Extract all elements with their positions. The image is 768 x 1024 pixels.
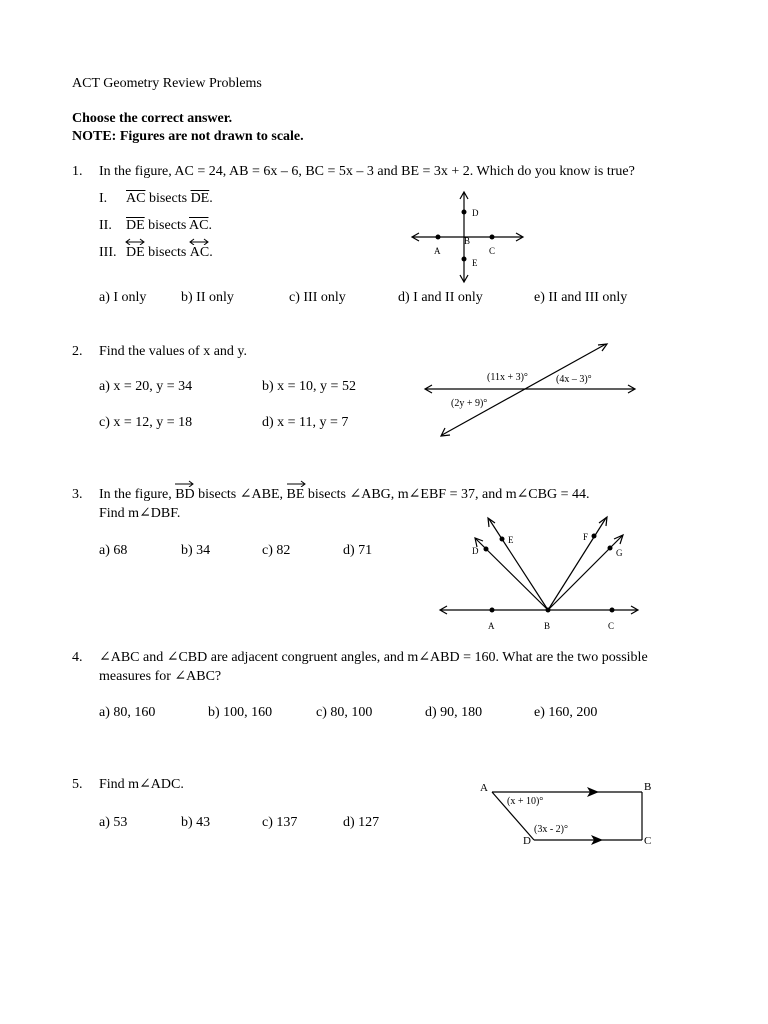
problem-3-text-pre: In the figure, <box>99 487 176 502</box>
problem-4-number: 4. <box>72 650 83 665</box>
statement-2-roman: II. <box>99 218 112 233</box>
problem-2-number: 2. <box>72 344 83 359</box>
statement-2-mid: bisects <box>144 218 190 233</box>
problem-2-answer-b[interactable]: b) x = 10, y = 52 <box>262 379 356 394</box>
ray-be-line <box>489 519 548 610</box>
problem-1-answer-a[interactable]: a) I only <box>99 290 147 305</box>
problem-2-answer-c[interactable]: c) x = 12, y = 18 <box>99 415 193 430</box>
statement-1-end: . <box>209 191 213 206</box>
label-g: G <box>616 548 623 558</box>
label-c: C <box>608 621 615 631</box>
point-a <box>490 608 495 613</box>
problem-3-answer-d[interactable]: d) 71 <box>343 543 373 558</box>
problem-1-answer-d[interactable]: d) I and II only <box>398 290 483 305</box>
label-b: B <box>544 621 551 631</box>
label-d: D <box>472 546 479 556</box>
segment-de: $\overline{DE}$ <box>190 191 210 206</box>
point-f <box>592 534 597 539</box>
segment-ac: $\overline{AC}$ <box>189 218 209 233</box>
point-d <box>462 210 467 215</box>
problem-4-text: ∠ABC and ∠CBD are adjacent congruent angles, and m∠ABD = 160. What are the two possible <box>99 650 648 665</box>
point-a <box>436 235 441 240</box>
label-d: D <box>472 208 479 218</box>
statement-3 <box>99 245 213 261</box>
problem-1-text: In the figure, AC = 24, AB = 6x – 6, BC = 5x – 3 and BE = 3x + 2. Which do you know is true? <box>99 164 635 179</box>
instructions-line-2: NOTE: Figures are not drawn to scale. <box>72 129 304 144</box>
line-arrow-icon <box>189 237 209 245</box>
problem-3-text-mid1: bisects ∠ABE, <box>194 487 287 502</box>
statement-2 <box>99 218 212 234</box>
statement-1-roman: I. <box>99 191 108 206</box>
ray-be <box>287 487 305 503</box>
problem-3-answer-a[interactable]: a) 68 <box>99 543 128 558</box>
problem-5-answer-c[interactable]: c) 137 <box>262 815 298 830</box>
ray-bf-line <box>548 518 606 610</box>
label-c: C <box>489 246 496 256</box>
statement-3-end: . <box>209 245 213 260</box>
point-c <box>490 235 495 240</box>
problem-2-text: Find the values of x and y. <box>99 344 248 359</box>
problem-5-answer-b[interactable]: b) 43 <box>181 815 211 830</box>
problem-1-answer-e[interactable]: e) II and III only <box>534 290 628 305</box>
point-b <box>546 608 551 613</box>
angle-label-3x2: (3x - 2)° <box>534 824 568 835</box>
ray-arrow-icon <box>174 479 194 487</box>
statement-2-end: . <box>208 218 212 233</box>
label-e: E <box>472 258 478 268</box>
figure-2 <box>420 340 645 440</box>
problem-2-answer-a[interactable]: a) x = 20, y = 34 <box>99 379 193 394</box>
ray-bd-text: BD <box>175 487 195 502</box>
statement-1-mid: bisects <box>145 191 191 206</box>
figure-1 <box>405 188 530 286</box>
problem-1-answer-c[interactable]: c) III only <box>289 290 346 305</box>
problem-3-text-mid2: bisects ∠ABG, m∠EBF = 37, and m∠CBG = 44. <box>304 487 590 502</box>
problem-5-answer-d[interactable]: d) 127 <box>343 815 380 830</box>
problem-5-number: 5. <box>72 777 83 792</box>
point-c <box>610 608 615 613</box>
label-a: A <box>434 246 441 256</box>
problem-4-answer-b[interactable]: b) 100, 160 <box>208 705 273 720</box>
ray-bd <box>175 487 194 503</box>
problem-4-answer-d[interactable]: d) 90, 180 <box>425 705 483 720</box>
point-e <box>462 257 467 262</box>
segment-ac: $\overline{AC}$ <box>126 191 146 206</box>
label-a: A <box>488 621 495 631</box>
angle-label-2y9: (2y + 9)° <box>451 398 488 409</box>
figure-3 <box>435 512 645 637</box>
line-de-text: DE <box>126 245 145 260</box>
arrowhead-icon <box>599 517 607 526</box>
point-d <box>484 547 489 552</box>
label-a: A <box>480 782 488 794</box>
instructions-line-1: Choose the correct answer. <box>72 111 233 126</box>
problem-3-number: 3. <box>72 487 83 502</box>
problem-1-number: 1. <box>72 164 83 179</box>
problem-4-answer-c[interactable]: c) 80, 100 <box>316 705 373 720</box>
problem-3-text <box>99 487 590 503</box>
angle-label-4x3: (4x – 3)° <box>556 374 592 385</box>
problem-1-answer-b[interactable]: b) II only <box>181 290 234 305</box>
line-ac <box>190 245 209 261</box>
statement-3-roman: III. <box>99 245 117 260</box>
point-e <box>500 537 505 542</box>
problem-3-text-2: Find m∠DBF. <box>99 506 181 521</box>
label-f: F <box>583 532 589 542</box>
line-ac-text: AC <box>189 245 210 260</box>
angle-label-x10: (x + 10)° <box>507 796 544 807</box>
statement-3-mid: bisects <box>144 245 190 260</box>
page-title: ACT Geometry Review Problems <box>72 76 262 91</box>
label-b: B <box>464 236 471 246</box>
segment-de: $\overline{DE}$ <box>126 218 145 233</box>
ray-arrow-icon <box>286 479 306 487</box>
problem-4-answer-a[interactable]: a) 80, 160 <box>99 705 156 720</box>
point-g <box>608 546 613 551</box>
problem-4-text-2: measures for ∠ABC? <box>99 669 222 684</box>
problem-3-answer-b[interactable]: b) 34 <box>181 543 211 558</box>
line-arrow-icon <box>125 237 145 245</box>
problem-2-answer-d[interactable]: d) x = 11, y = 7 <box>262 415 349 430</box>
label-c: C <box>644 835 652 847</box>
problem-4-answer-e[interactable]: e) 160, 200 <box>534 705 598 720</box>
angle-label-11x3: (11x + 3)° <box>487 372 528 383</box>
figure-5 <box>475 776 660 851</box>
problem-5-text: Find m∠ADC. <box>99 777 184 792</box>
label-e: E <box>508 535 514 545</box>
label-d: D <box>523 835 531 847</box>
line-de <box>126 245 145 261</box>
problem-3-answer-c[interactable]: c) 82 <box>262 543 291 558</box>
problem-5-answer-a[interactable]: a) 53 <box>99 815 128 830</box>
ray-be-text: BE <box>286 487 305 502</box>
statement-1 <box>99 191 213 207</box>
label-b: B <box>644 781 652 793</box>
